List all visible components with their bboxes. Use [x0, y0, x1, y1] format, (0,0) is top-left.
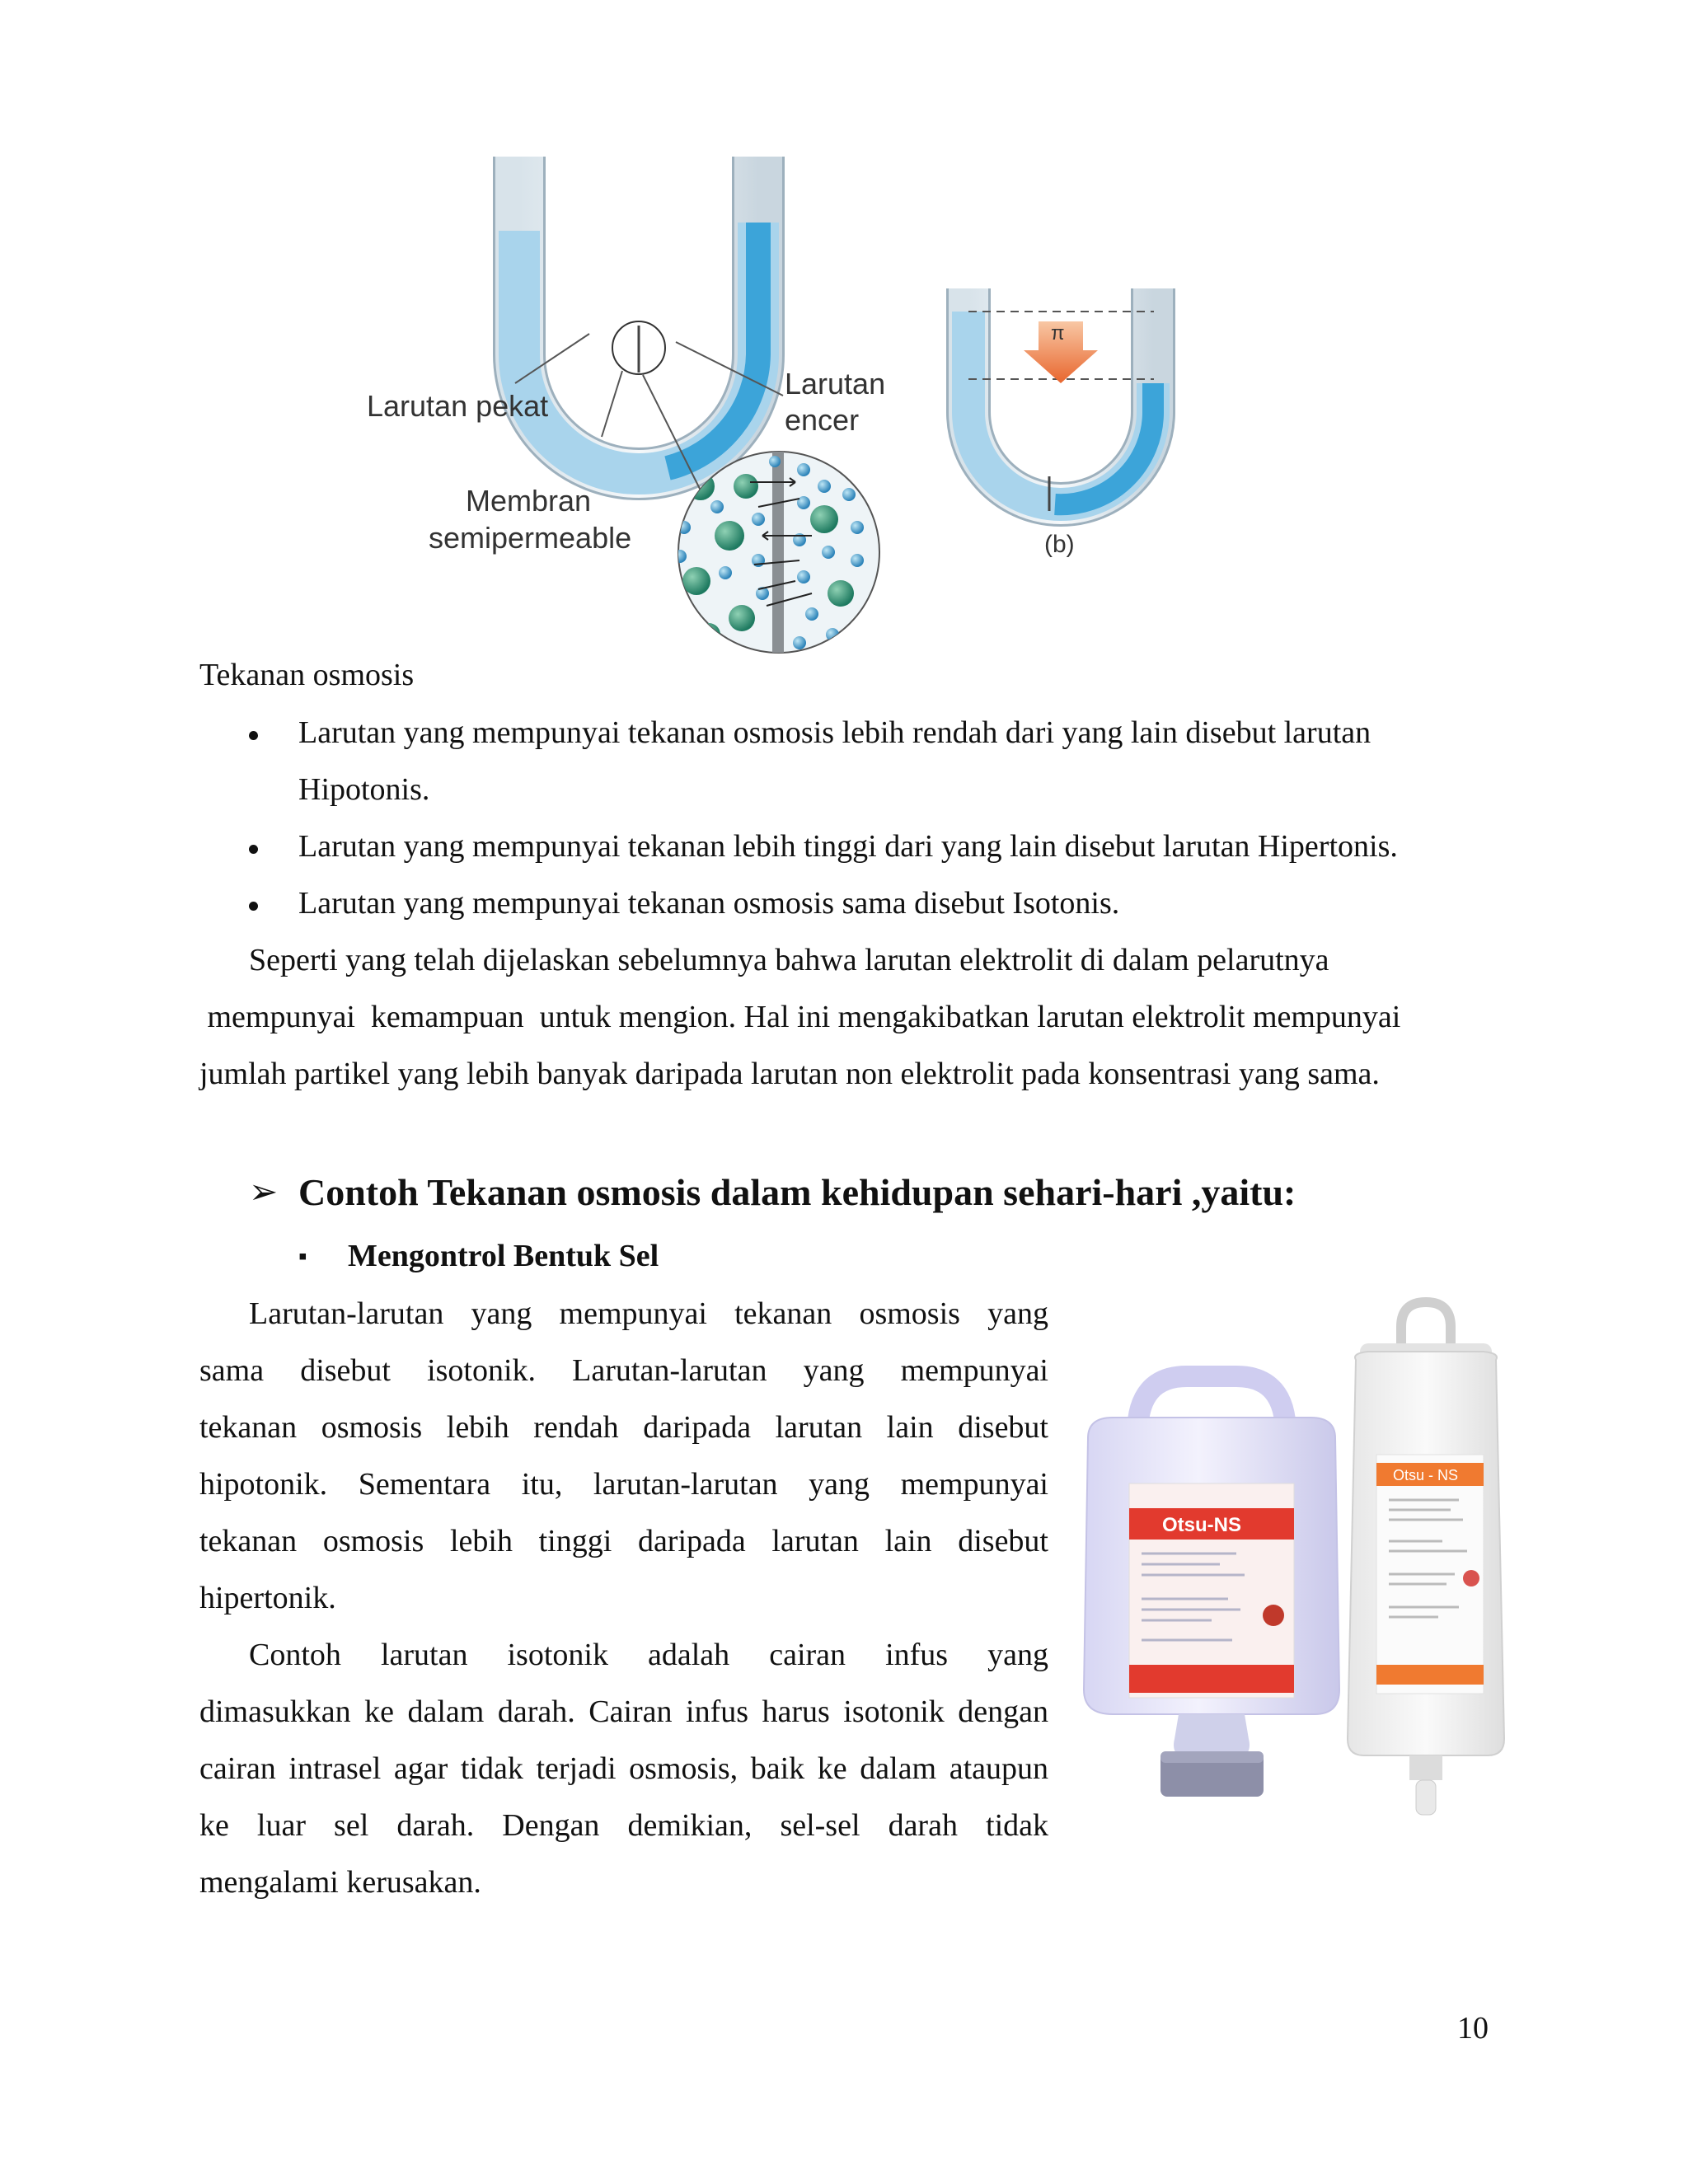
- paragraph-line: mengalami kerusakan.: [199, 1865, 481, 1900]
- square-bullet-icon: ▪: [298, 1243, 307, 1270]
- paragraph-line: Seperti yang telah dijelaskan sebelumnya bahwa larutan elektrolit di dalam pelarutnya: [249, 943, 1329, 977]
- u-tube-a: [515, 157, 783, 490]
- bullet-dot: [249, 845, 258, 854]
- section-heading-tekanan-osmosis: Tekanan osmosis: [199, 658, 415, 692]
- label-larutan: Larutan: [785, 367, 886, 401]
- paragraph-line: Larutan-larutan yang mempunyai tekanan osmosis yang: [249, 1296, 1048, 1331]
- paragraph-line: dimasukkan ke dalam darah. Cairan infus harus isotonik dengan: [199, 1694, 1048, 1729]
- infusion-bag-left: [1084, 1376, 1339, 1797]
- label-larutan-pekat: Larutan pekat: [367, 389, 549, 423]
- infusion-bag-right: [1348, 1302, 1504, 1815]
- paragraph-line: jumlah partikel yang lebih banyak daripada larutan non elektrolit pada konsentrasi yang sama.: [199, 1057, 1380, 1091]
- paragraph-line: cairan intrasel agar tidak terjadi osmosis, baik ke dalam ataupun: [199, 1751, 1048, 1786]
- bullet-2: Larutan yang mempunyai tekanan lebih tinggi dari yang lain disebut larutan Hipertonis.: [298, 829, 1398, 864]
- bag-right-label: Otsu - NS: [1393, 1467, 1459, 1483]
- label-membran: Membran: [466, 484, 592, 518]
- bag-left-label: Otsu-NS: [1162, 1514, 1241, 1536]
- paragraph-line: hipertonik.: [199, 1581, 336, 1615]
- bullet-dot: [249, 902, 258, 911]
- bullet-1-line-2: Hipotonis.: [298, 772, 430, 807]
- arrow-bullet-icon: ➢: [249, 1174, 279, 1212]
- label-semipermeable: semipermeable: [429, 521, 632, 555]
- infusion-bags-image: [1071, 1294, 1533, 1838]
- section-heading-contoh: Contoh Tekanan osmosis dalam kehidupan sehari-hari ,yaitu:: [298, 1171, 1296, 1213]
- osmosis-diagram: [313, 132, 1236, 659]
- paragraph-line: ke luar sel darah. Dengan demikian, sel-sel darah tidak: [199, 1808, 1048, 1843]
- page-number: 10: [1457, 2011, 1489, 2046]
- paragraph-line: hipotonik. Sementara itu, larutan-larutan yang mempunyai: [199, 1467, 1048, 1502]
- bullet-1-line-1: Larutan yang mempunyai tekanan osmosis lebih rendah dari yang lain disebut larutan: [298, 715, 1372, 750]
- paragraph-line: Contoh larutan isotonik adalah cairan infus yang: [249, 1638, 1048, 1672]
- paragraph-line: sama disebut isotonik. Larutan-larutan yang mempunyai: [199, 1353, 1048, 1388]
- pi-symbol: π: [1051, 322, 1065, 344]
- bullet-dot: [249, 731, 258, 740]
- paragraph-line: tekanan osmosis lebih tinggi daripada larutan lain disebut: [199, 1524, 1048, 1558]
- paragraph-line: mempunyai kemampuan untuk mengion. Hal ini mengakibatkan larutan elektrolit mempunyai: [199, 1000, 1401, 1034]
- label-part-b: (b): [1044, 531, 1075, 558]
- bullet-3: Larutan yang mempunyai tekanan osmosis sama disebut Isotonis.: [298, 886, 1120, 921]
- subheading-mengontrol-bentuk-sel: Mengontrol Bentuk Sel: [348, 1239, 659, 1273]
- label-encer: encer: [785, 403, 860, 437]
- paragraph-line: tekanan osmosis lebih rendah daripada larutan lain disebut: [199, 1410, 1048, 1445]
